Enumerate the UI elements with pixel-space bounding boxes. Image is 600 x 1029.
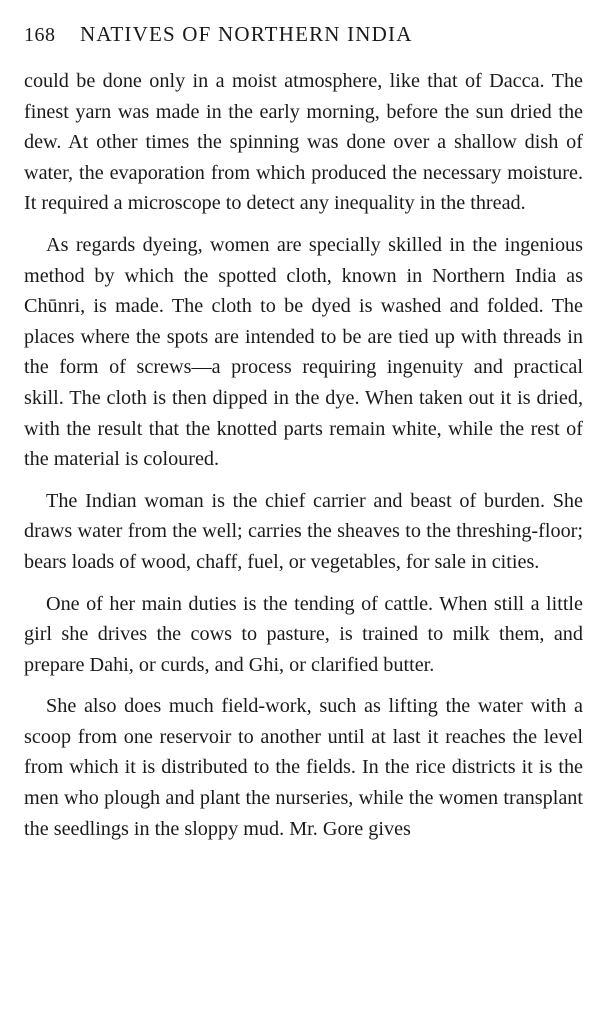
body-text bbox=[24, 66, 583, 1026]
paragraph-carrier: The Indian woman is the chief carrier and beast of burden. She draws water from the well; carries the sheaves to the threshing-floor; bears loads of wood, chaff, fuel, or vegetables, for sale in cities. bbox=[24, 489, 583, 573]
running-title: NATIVES OF NORTHERN INDIA bbox=[79, 22, 413, 46]
page-number: 168 bbox=[24, 24, 56, 46]
page-header bbox=[24, 22, 584, 56]
paragraph-field-work: She also does much field-work, such as lifting the water with a scoop from one reservoir to another until at last it reaches the level from which it is distributed to the fields. In the rice districts it is the men who plough and plant the nurseries, while the women transplant the seedlings in the sloppy mud. Mr. Gore gives bbox=[24, 695, 583, 840]
paragraph-dyeing: As regards dyeing, women are specially skilled in the ingenious method by which the spotted cloth, known in Northern India as Chūnri, is made. The cloth to be dyed is washed and folded. The places where the spots are intended to be are tied up with threads in the form of screws—a process requiring ingenuity and practical skill. The cloth is then dipped in the dye. When taken out it is dried, with the result that the knotted parts remain white, while the rest of the material is coloured. bbox=[24, 233, 583, 471]
paragraph-cattle: One of her main duties is the tending of cattle. When still a little girl she drives the cows to pasture, is trained to milk them, and prepare Dahi, or curds, and Ghi, or clarified butter. bbox=[24, 592, 583, 676]
paragraph-continuation: could be done only in a moist atmosphere, like that of Dacca. The finest yarn was made in the early morning, before the sun dried the dew. At other times the spinning was done over a shallow dish of water, the evaporation from which produced the necessary moisture. It required a microscope to detect any inequality in the thread. bbox=[24, 70, 583, 215]
